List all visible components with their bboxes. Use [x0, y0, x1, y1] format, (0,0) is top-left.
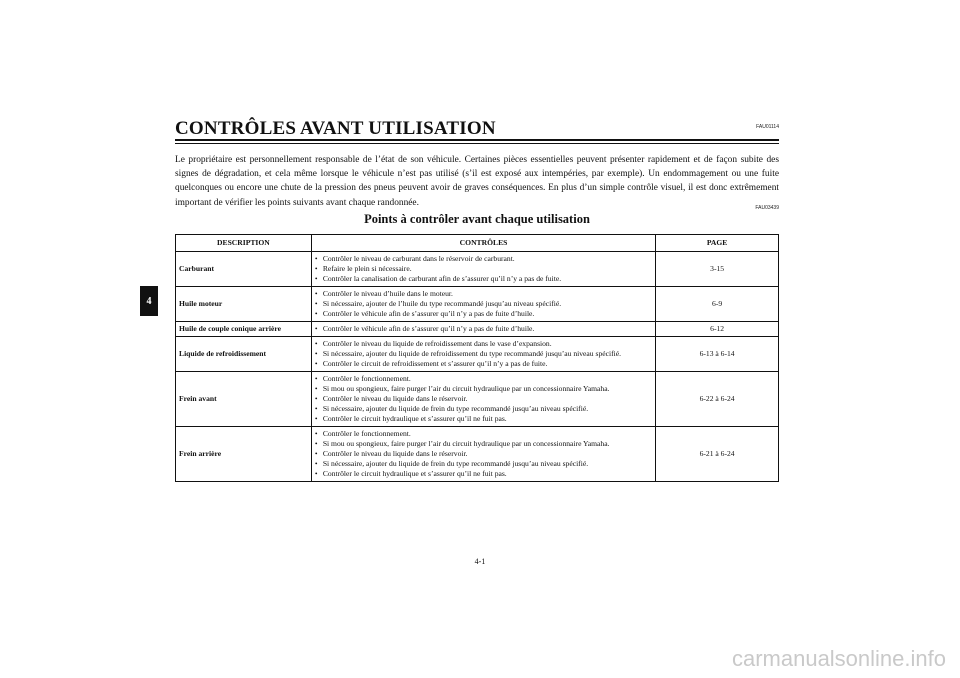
check-text: Contrôler le circuit hydraulique et s’assurer qu’il ne fuit pas.: [322, 469, 507, 478]
table-row: [176, 337, 779, 372]
title-rule: [175, 139, 779, 141]
table-header-row: [176, 235, 779, 252]
check-text: Contrôler le véhicule afin de s’assurer qu’il n’y a pas de fuite d’huile.: [322, 309, 535, 318]
check-item: [315, 414, 652, 424]
check-item: [315, 469, 652, 479]
table-row: [176, 322, 779, 337]
checks-list: [315, 429, 652, 479]
check-item: [315, 429, 652, 439]
row-page-reference: 6-22 à 6-24: [656, 372, 779, 427]
check-text: Contrôler le niveau d’huile dans le moteur.: [322, 289, 453, 298]
table-row: [176, 287, 779, 322]
table-row: [176, 427, 779, 482]
row-checks: [311, 322, 655, 337]
checks-table: [175, 234, 779, 482]
check-item: [315, 309, 652, 319]
watermark: carmanualsonline.info: [731, 646, 946, 671]
check-item: [315, 339, 652, 349]
check-text: Refaire le plein si nécessaire.: [322, 264, 412, 273]
checks-list: [315, 374, 652, 424]
check-text: Si nécessaire, ajouter du liquide de frein du type recommandé jusqu’au niveau spécifié.: [322, 404, 589, 413]
checks-list: [315, 289, 652, 319]
check-text: Contrôler le fonctionnement.: [322, 429, 411, 438]
check-item: [315, 439, 652, 449]
row-description: Frein avant: [176, 372, 312, 427]
check-item: [315, 274, 652, 284]
row-page-reference: 6-9: [656, 287, 779, 322]
check-item: [315, 449, 652, 459]
check-item: [315, 374, 652, 384]
chapter-tab: 4: [140, 286, 158, 316]
row-checks: [311, 427, 655, 482]
table-row: [176, 372, 779, 427]
check-item: [315, 359, 652, 369]
row-page-reference: 6-13 à 6-14: [656, 337, 779, 372]
row-checks: [311, 252, 655, 287]
check-text: Si mou ou spongieux, faire purger l’air du circuit hydraulique par un concessionnaire Yamaha.: [322, 439, 610, 448]
check-text: Contrôler le véhicule afin de s’assurer qu’il n’y a pas de fuite d’huile.: [322, 324, 535, 333]
checks-list: [315, 339, 652, 369]
header-controls: CONTRÔLES: [311, 235, 655, 252]
check-item: [315, 289, 652, 299]
header-page: PAGE: [656, 235, 779, 252]
checks-list: [315, 254, 652, 284]
row-checks: [311, 337, 655, 372]
row-checks: [311, 287, 655, 322]
check-item: [315, 254, 652, 264]
check-item: [315, 264, 652, 274]
section-reference-code: FAU03439: [755, 205, 779, 211]
check-text: Contrôler le circuit de refroidissement et s’assurer qu’il n’y a pas de fuite.: [322, 359, 548, 368]
checks-list: [315, 324, 652, 334]
check-item: [315, 299, 652, 309]
reference-code: FAU01114: [756, 124, 779, 130]
check-item: [315, 349, 652, 359]
intro-paragraph: Le propriétaire est personnellement responsable de l’état de son véhicule. Certaines pièces essentielles peuvent présenter rapidement et de façon subite des signes de dégradation, et cela même lorsque le véhicule n’est pas utilisé (s’il est exposé aux intempéries, par exemple). Un endommagement ou une fuite quelconques ou encore une chute de la pression des pneus peuvent avoir de graves conséquences. En plus d’un simple contrôle visuel, il est donc extrêmement important de vérifier les points suivants avant chaque randonnée.: [175, 155, 779, 208]
row-page-reference: 6-21 à 6-24: [656, 427, 779, 482]
header-description: DESCRIPTION: [176, 235, 312, 252]
row-description: Liquide de refroidissement: [176, 337, 312, 372]
check-text: Si mou ou spongieux, faire purger l’air du circuit hydraulique par un concessionnaire Yamaha.: [322, 384, 610, 393]
section-subtitle: Points à contrôler avant chaque utilisation: [364, 212, 590, 226]
row-page-reference: 6-12: [656, 322, 779, 337]
row-description: Huile de couple conique arrière: [176, 322, 312, 337]
check-text: Contrôler le niveau du liquide dans le réservoir.: [322, 394, 468, 403]
row-checks: [311, 372, 655, 427]
check-text: Contrôler le circuit hydraulique et s’assurer qu’il ne fuit pas.: [322, 414, 507, 423]
row-description: Carburant: [176, 252, 312, 287]
page-title: CONTRÔLES AVANT UTILISATION: [175, 118, 496, 139]
row-page-reference: 3-15: [656, 252, 779, 287]
table-row: [176, 252, 779, 287]
check-item: [315, 459, 652, 469]
check-item: [315, 384, 652, 394]
check-text: Contrôler le niveau du liquide dans le réservoir.: [322, 449, 468, 458]
check-item: [315, 404, 652, 414]
check-text: Contrôler le niveau de carburant dans le réservoir de carburant.: [322, 254, 515, 263]
title-rule-thin: [175, 143, 779, 144]
row-description: Frein arrière: [176, 427, 312, 482]
check-text: Si nécessaire, ajouter du liquide de frein du type recommandé jusqu’au niveau spécifié.: [322, 459, 589, 468]
check-text: Si nécessaire, ajouter de l’huile du type recommandé jusqu’au niveau spécifié.: [322, 299, 562, 308]
check-text: Contrôler la canalisation de carburant afin de s’assurer qu’il n’y a pas de fuite.: [322, 274, 562, 283]
row-description: Huile moteur: [176, 287, 312, 322]
check-item: [315, 394, 652, 404]
check-item: [315, 324, 652, 334]
check-text: Contrôler le niveau du liquide de refroidissement dans le vase d’expansion.: [322, 339, 552, 348]
check-text: Contrôler le fonctionnement.: [322, 374, 411, 383]
page-number: 4-1: [474, 557, 486, 566]
check-text: Si nécessaire, ajouter du liquide de refroidissement du type recommandé jusqu’au niveau spécifié.: [322, 349, 621, 358]
